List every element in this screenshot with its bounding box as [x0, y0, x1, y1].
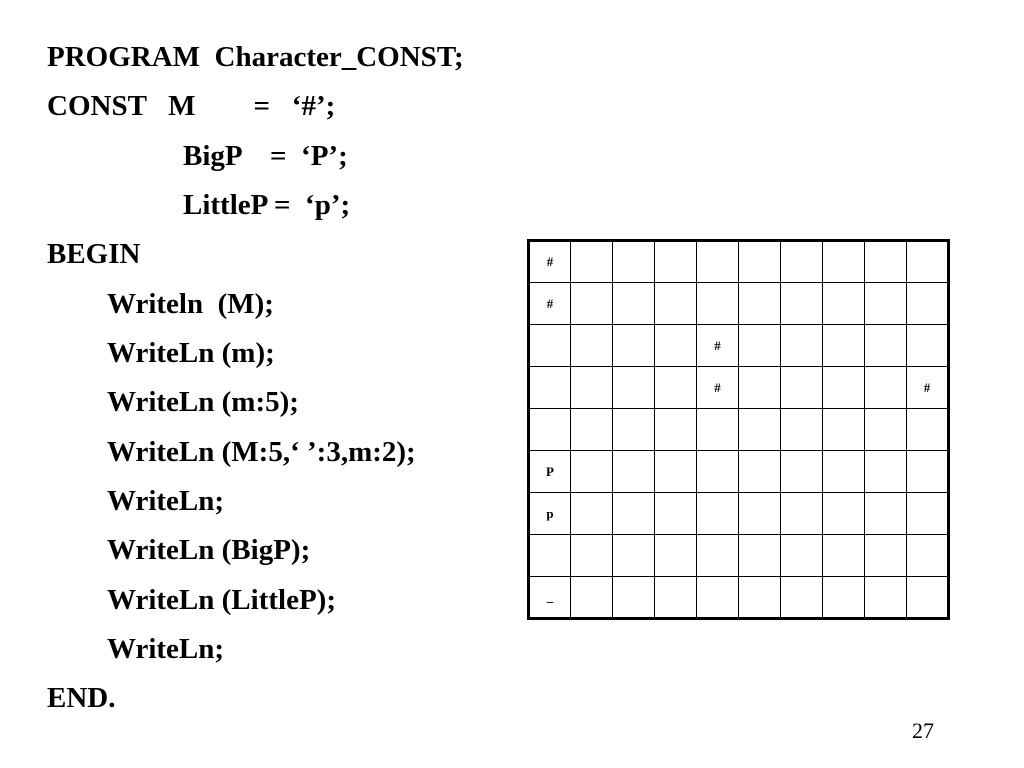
grid-cell — [655, 325, 697, 367]
code-line: END. — [47, 682, 116, 714]
code-line: PROGRAM Character_CONST; — [47, 41, 464, 73]
code-line: WriteLn; — [107, 485, 225, 517]
grid-cell — [865, 325, 907, 367]
grid-cell — [823, 409, 865, 451]
grid-cell — [571, 451, 613, 493]
grid-row — [529, 367, 949, 409]
grid-cell — [613, 325, 655, 367]
grid-cell — [655, 241, 697, 283]
grid-row — [529, 535, 949, 577]
code-line: LittleP = ‘p’; — [183, 189, 351, 221]
grid-cell: _ — [529, 577, 571, 619]
grid-cell — [571, 493, 613, 535]
grid-cell — [781, 577, 823, 619]
grid-cell — [571, 577, 613, 619]
grid-cell — [529, 409, 571, 451]
grid-cell: # — [529, 283, 571, 325]
grid-cell — [697, 535, 739, 577]
grid-cell — [823, 451, 865, 493]
grid-cell — [823, 241, 865, 283]
code-line: Writeln (M); — [107, 288, 274, 320]
grid-cell: # — [907, 367, 949, 409]
grid-cell — [781, 535, 823, 577]
grid-cell — [865, 577, 907, 619]
output-grid — [527, 239, 950, 620]
grid-cell — [823, 493, 865, 535]
grid-cell — [781, 409, 823, 451]
grid-cell — [739, 451, 781, 493]
grid-cell — [571, 409, 613, 451]
grid-cell — [865, 283, 907, 325]
grid-cell — [865, 409, 907, 451]
grid-cell — [529, 535, 571, 577]
grid-cell — [907, 577, 949, 619]
grid-cell — [907, 451, 949, 493]
grid-cell — [613, 493, 655, 535]
grid-cell — [739, 409, 781, 451]
grid-cell — [865, 451, 907, 493]
grid-cell — [781, 367, 823, 409]
grid-cell — [739, 241, 781, 283]
grid-cell — [613, 283, 655, 325]
grid-cell — [823, 577, 865, 619]
grid-cell — [907, 409, 949, 451]
grid-cell — [781, 241, 823, 283]
grid-cell — [823, 535, 865, 577]
grid-row — [529, 283, 949, 325]
grid-cell — [781, 493, 823, 535]
grid-cell — [739, 577, 781, 619]
grid-cell — [907, 493, 949, 535]
grid-row — [529, 241, 949, 283]
grid-cell — [739, 367, 781, 409]
code-line: WriteLn (m:5); — [107, 386, 299, 418]
grid-row — [529, 577, 949, 619]
grid-cell — [571, 283, 613, 325]
grid-cell — [739, 535, 781, 577]
code-line: WriteLn; — [107, 633, 225, 665]
grid-cell — [613, 577, 655, 619]
grid-cell — [571, 241, 613, 283]
grid-cell — [529, 325, 571, 367]
code-line: WriteLn (m); — [107, 337, 275, 369]
grid-cell — [613, 409, 655, 451]
grid-cell — [571, 367, 613, 409]
grid-cell — [571, 535, 613, 577]
grid-cell — [739, 283, 781, 325]
grid-cell — [697, 241, 739, 283]
code-line: WriteLn (LittleP); — [107, 584, 336, 616]
grid-cell — [655, 409, 697, 451]
grid-cell — [907, 325, 949, 367]
grid-cell — [697, 283, 739, 325]
grid-cell — [865, 535, 907, 577]
grid-cell — [781, 325, 823, 367]
grid-row — [529, 325, 949, 367]
code-line: CONST M = ‘#’; — [47, 90, 336, 122]
grid-cell — [823, 283, 865, 325]
slide-number: 27 — [912, 718, 934, 743]
code-line: BEGIN — [47, 238, 141, 270]
grid-cell — [739, 493, 781, 535]
code-line: BigP = ‘P’; — [183, 140, 348, 172]
grid-cell: P — [529, 451, 571, 493]
code-line: WriteLn (BigP); — [107, 534, 311, 566]
grid-cell: # — [697, 325, 739, 367]
grid-cell — [697, 493, 739, 535]
grid-cell — [823, 367, 865, 409]
grid-cell — [571, 325, 613, 367]
grid-cell — [907, 535, 949, 577]
grid-cell — [781, 283, 823, 325]
grid-cell — [697, 409, 739, 451]
grid-cell — [907, 241, 949, 283]
grid-cell — [613, 535, 655, 577]
grid-cell — [655, 535, 697, 577]
grid-cell: # — [697, 367, 739, 409]
grid-cell — [865, 367, 907, 409]
grid-cell — [613, 451, 655, 493]
grid-cell — [781, 451, 823, 493]
grid-cell — [865, 493, 907, 535]
grid-row — [529, 409, 949, 451]
grid-cell — [613, 241, 655, 283]
grid-cell — [655, 283, 697, 325]
grid-cell: p — [529, 493, 571, 535]
grid-cell — [655, 451, 697, 493]
grid-cell — [739, 325, 781, 367]
grid-cell — [655, 577, 697, 619]
grid-cell: # — [529, 241, 571, 283]
grid-cell — [697, 451, 739, 493]
grid-cell — [655, 367, 697, 409]
grid-cell — [823, 325, 865, 367]
grid-cell — [865, 241, 907, 283]
grid-row — [529, 493, 949, 535]
grid-cell — [613, 367, 655, 409]
grid-row — [529, 451, 949, 493]
grid-cell — [697, 577, 739, 619]
grid-cell — [529, 367, 571, 409]
grid-cell — [907, 283, 949, 325]
code-line: WriteLn (M:5,‘ ’:3,m:2); — [107, 436, 416, 468]
grid-cell — [655, 493, 697, 535]
